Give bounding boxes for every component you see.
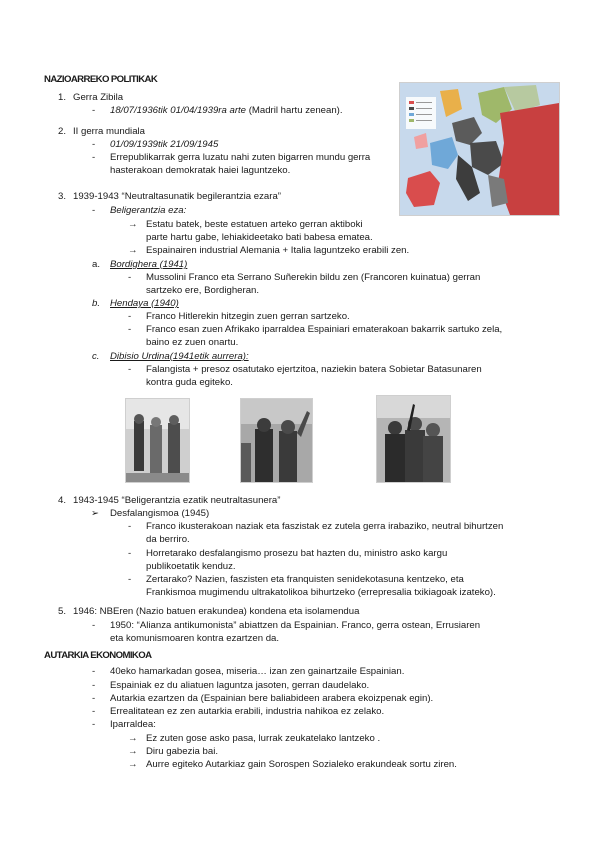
list-text: Errealitatean ez zen autarkia erabili, industria nahikoa ez zelako. bbox=[110, 706, 385, 717]
arrow-bullet: → bbox=[128, 219, 138, 230]
list-text: hasterakoan demokratak haiei laguntzeko. bbox=[110, 165, 291, 176]
arrow-bullet: → bbox=[128, 733, 138, 744]
item-number: 1. bbox=[58, 92, 67, 103]
list-text: baino ez zuen onartu. bbox=[146, 337, 239, 348]
item-title: 1946: NBEren (Nazio batuen erakundea) kondena eta isolamendua bbox=[73, 606, 360, 617]
dash-bullet: - bbox=[128, 272, 132, 283]
list-text: Franco esan zuen Afrikako iparraldea Espainiari ematerakoan bakarrik sartuko zela, bbox=[146, 324, 503, 335]
dash-bullet: - bbox=[92, 666, 96, 677]
dash-bullet: - bbox=[92, 105, 96, 116]
subheading-desfalangismoa: Desfalangismoa (1945) bbox=[110, 508, 210, 519]
item-title: 1943-1945 “Beligerantzia ezatik neutraltasunera” bbox=[73, 495, 281, 506]
item-title: Gerra Zibila bbox=[73, 92, 124, 103]
date-note: (Madril hartu zenean). bbox=[246, 105, 343, 116]
dash-bullet: - bbox=[92, 620, 96, 631]
item-number: 4. bbox=[58, 495, 67, 506]
list-text: Frankismoa mugimendu ultrakatolikoa bihurtzeko (errepresalia txikiagoak izateko). bbox=[146, 587, 496, 598]
list-text: Zertarako? Nazien, faszisten eta franquisten senidekotasuna kentzeko, eta bbox=[146, 574, 464, 585]
dash-bullet: - bbox=[128, 574, 132, 585]
list-text: Franco ikusterakoan naziak eta faszistak ez zutela gerra irabaziko, neutral bihurtzen bbox=[146, 521, 504, 532]
list-text: sartzeko ere, Bordigheran. bbox=[146, 285, 260, 296]
subheading-beligerantzia: Beligerantzia eza: bbox=[110, 205, 187, 216]
list-text: 1950: “Alianza antikumonista” abiattzen da Espainian. Franco, gerra ostean, Errusiaren bbox=[110, 620, 481, 631]
list-text: parte hartu gabe, lehiakideetako bati babesa ematea. bbox=[146, 232, 373, 243]
dash-bullet: - bbox=[92, 693, 96, 704]
dash-bullet: - bbox=[128, 324, 132, 335]
photo-franco-salute bbox=[240, 398, 313, 483]
list-text: da berriro. bbox=[146, 534, 190, 545]
date-range: 18/07/1936tik 01/04/1939ra arte bbox=[110, 105, 247, 116]
letter-b: b. bbox=[92, 298, 101, 309]
arrow-bullet: → bbox=[128, 759, 138, 770]
subheading-bordighera: Bordighera (1941) bbox=[110, 259, 188, 270]
list-text: eta komunismoaren kontra ezartzen da. bbox=[110, 633, 280, 644]
subheading-hendaya: Hendaya (1940) bbox=[110, 298, 179, 309]
list-text: Iparraldea: bbox=[110, 719, 156, 730]
item-title: 1939-1943 “Neutraltasunatik begilerantzia ezara” bbox=[73, 191, 281, 202]
list-text: Errepublikarrak gerra luzatu nahi zuten bigarren mundu gerra bbox=[110, 152, 371, 163]
dash-bullet: - bbox=[92, 680, 96, 691]
list-text: Horretarako desfalangismo prosezu bat hazten du, ministro asko kargu bbox=[146, 548, 448, 559]
item-number: 2. bbox=[58, 126, 67, 137]
dash-bullet: - bbox=[92, 706, 96, 717]
list-text: Autarkia ezartzen da (Espainian bere baliabideen arabera ekoizpenak egin). bbox=[110, 693, 434, 704]
dash-bullet: - bbox=[92, 139, 96, 150]
photo-blue-division-soldiers bbox=[376, 395, 451, 483]
list-text: Falangista + presoz osatutako ejertzitoa, naziekin batera Sobietar Batasunaren bbox=[146, 364, 482, 375]
subheading-dibisio-urdina: Dibisio Urdina(1941etik aurrera): bbox=[110, 351, 249, 362]
item-title: II gerra mundiala bbox=[73, 126, 145, 137]
dash-bullet: - bbox=[92, 152, 96, 163]
arrow-bullet: → bbox=[128, 746, 138, 757]
list-text: Franco Hitlerekin hitzegin zuen gerran sartzeko. bbox=[146, 311, 350, 322]
list-text: 40eko hamarkadan gosea, miseria… izan zen gainartzaile Espainian. bbox=[110, 666, 405, 677]
item-number: 5. bbox=[58, 606, 67, 617]
section-heading-autarkia: AUTARKIA EKONOMIKOA bbox=[44, 650, 152, 661]
list-text: Estatu batek, beste estatuen arteko gerran aktiboki bbox=[146, 219, 363, 230]
list-text bbox=[110, 105, 343, 117]
dash-bullet: - bbox=[92, 719, 96, 730]
date-range: 01/09/1939tik 21/09/1945 bbox=[110, 139, 219, 150]
list-text: Mussolini Franco eta Serrano Suñerekin bildu zen (Francoren kuinatua) gerran bbox=[146, 272, 481, 283]
photo-franco-hitler bbox=[125, 398, 190, 483]
dash-bullet: - bbox=[128, 521, 132, 532]
dash-bullet: - bbox=[128, 364, 132, 375]
list-text: Espainiak ez du aliatuen laguntza jasoten, gerran daudelako. bbox=[110, 680, 370, 691]
arrow-bullet: → bbox=[128, 245, 138, 256]
letter-c: c. bbox=[92, 351, 100, 362]
list-text: kontra guda egiteko. bbox=[146, 377, 233, 388]
item-number: 3. bbox=[58, 191, 67, 202]
dash-bullet: - bbox=[128, 311, 132, 322]
list-text: Espainairen industrial Alemania + Italia laguntzeko erabili zen. bbox=[146, 245, 410, 256]
list-text: Ez zuten gose asko pasa, lurrak zeukatelako lantzeko . bbox=[146, 733, 381, 744]
dash-bullet: - bbox=[92, 205, 96, 216]
letter-a: a. bbox=[92, 259, 101, 270]
europe-map-image bbox=[399, 82, 560, 216]
list-text: Aurre egiteko Autarkiaz gain Sorospen Sozialeko erakundeak sortu ziren. bbox=[146, 759, 457, 770]
list-text: publikoetatik kenduz. bbox=[146, 561, 236, 572]
section-heading-politics: NAZIOARREKO POLITIKAK bbox=[44, 74, 158, 85]
triangle-bullet: ➢ bbox=[91, 508, 100, 519]
list-text: Diru gabezia bai. bbox=[146, 746, 218, 757]
dash-bullet: - bbox=[128, 548, 132, 559]
